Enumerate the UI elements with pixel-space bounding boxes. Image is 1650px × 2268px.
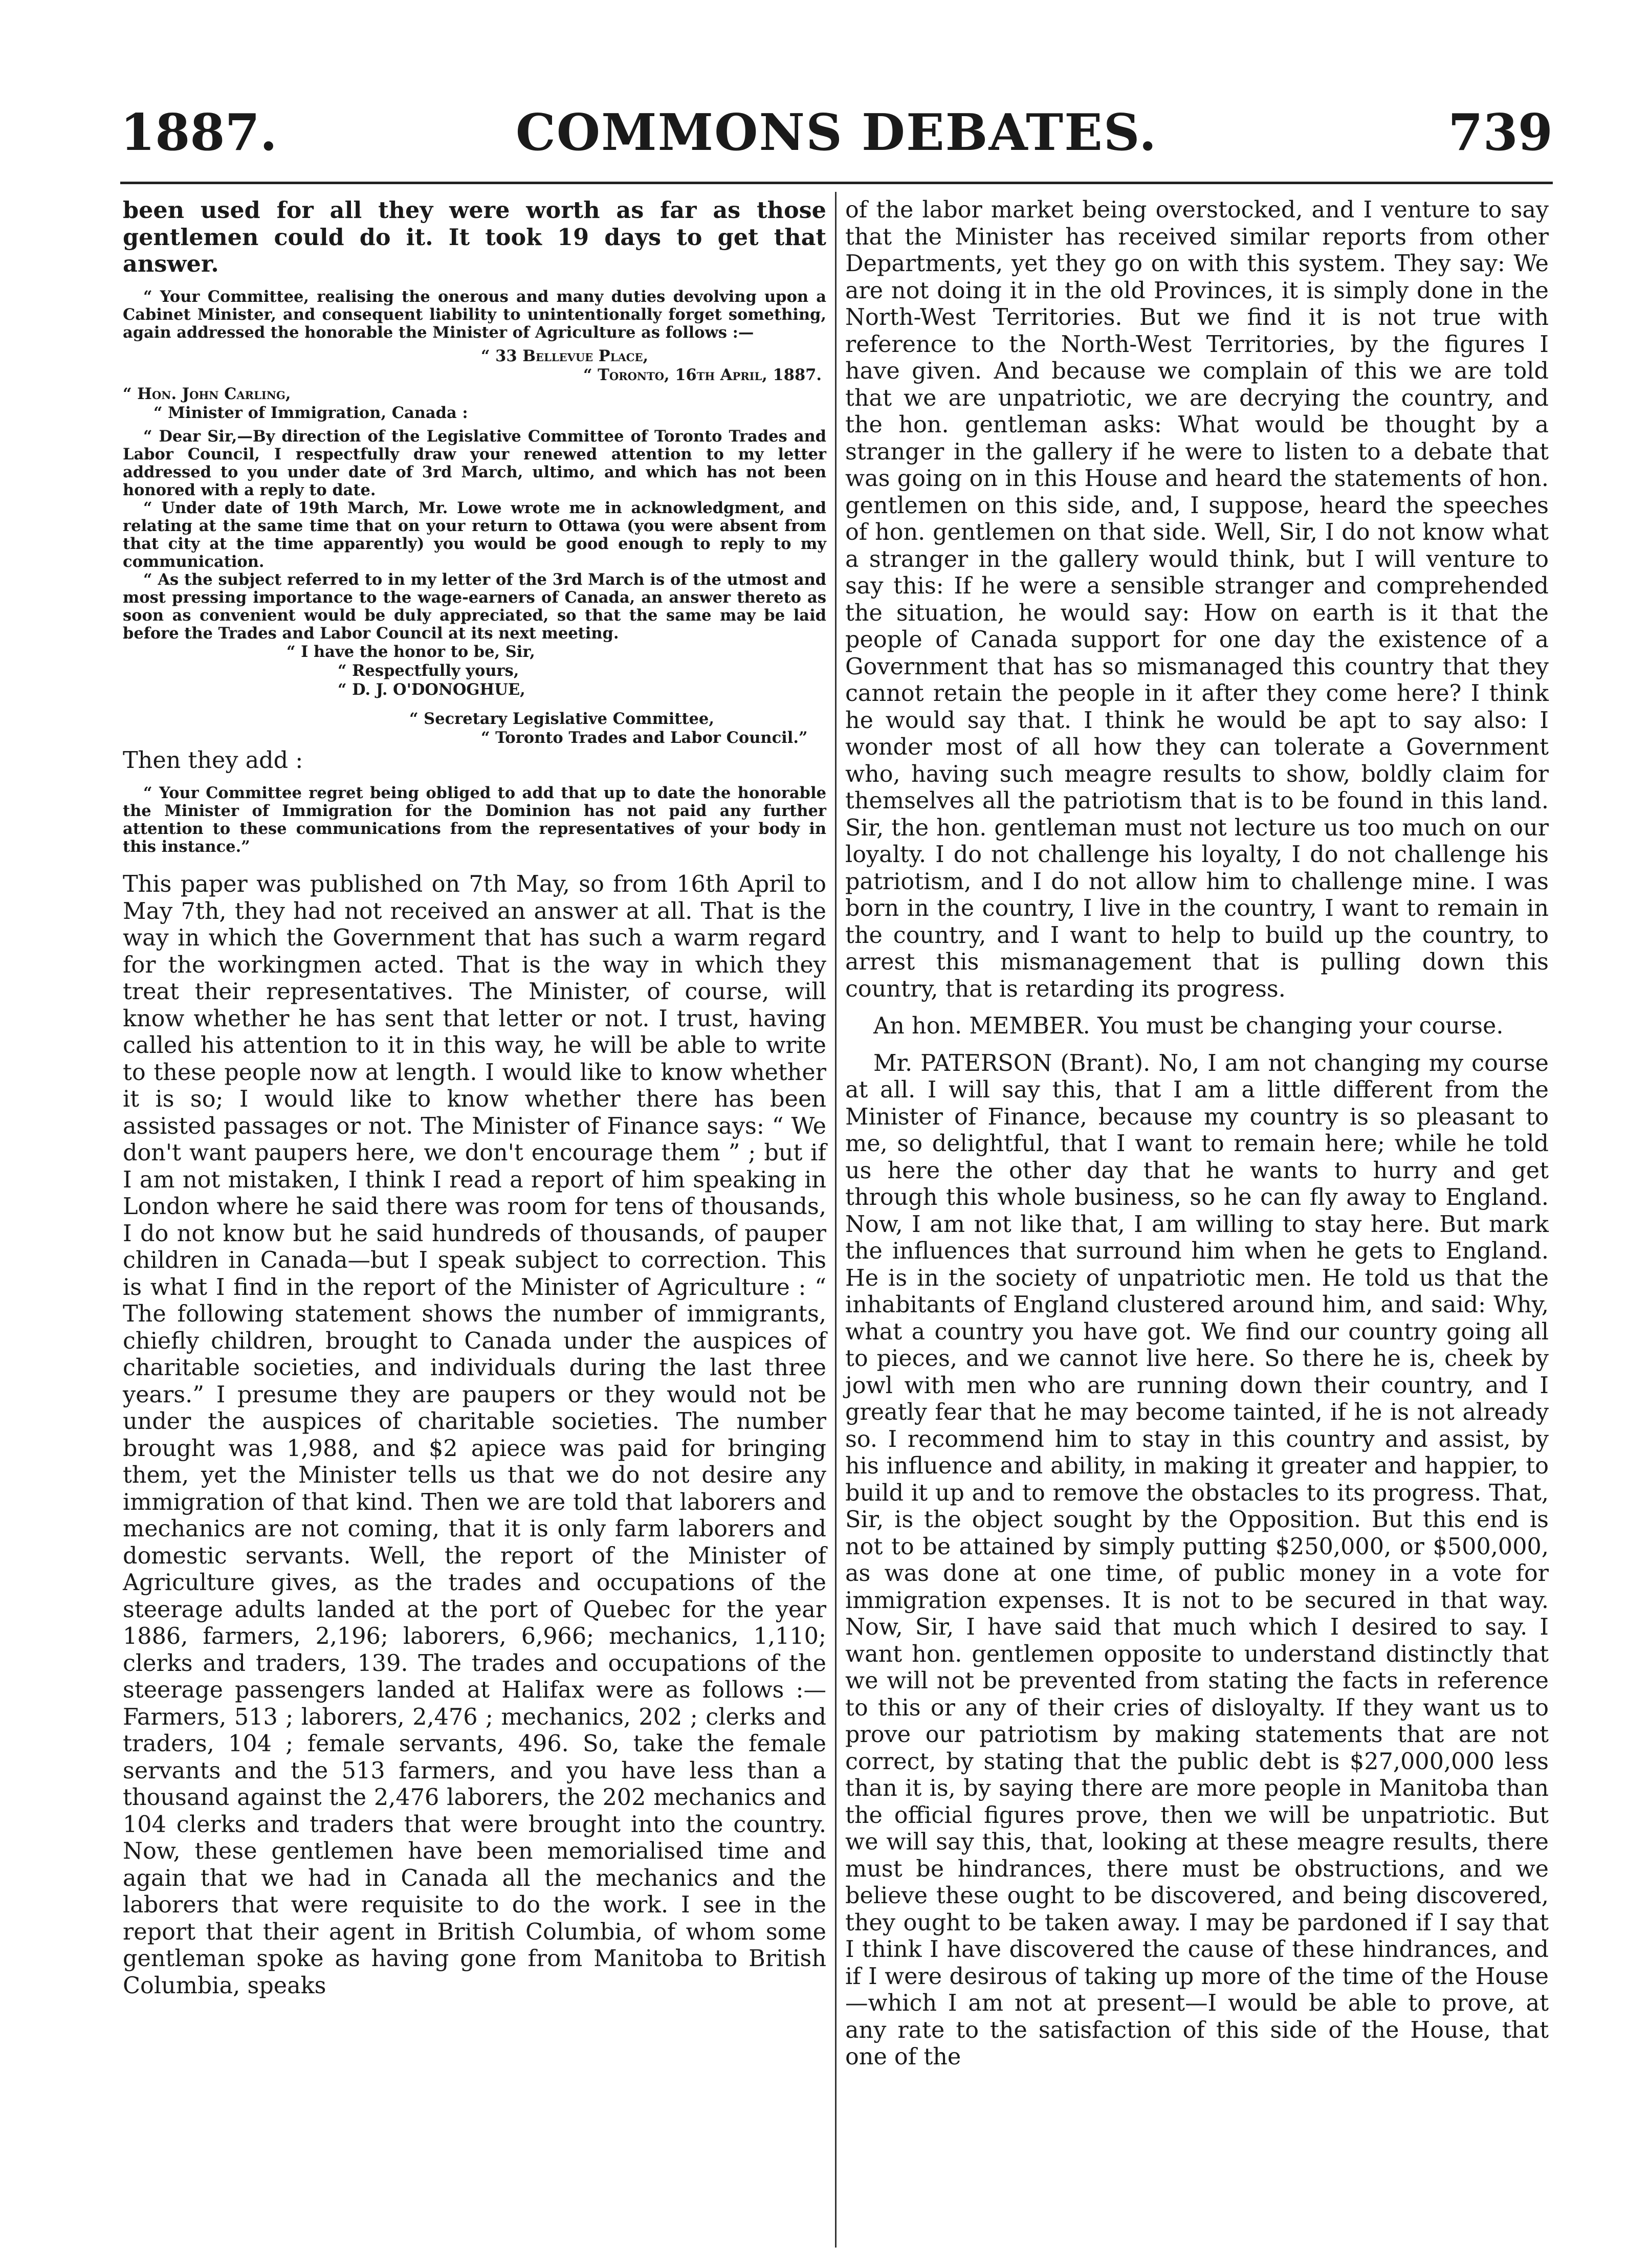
committee-regret-quote: “ Your Committee regret being obliged to add that up to date the honorable the Minister of Immigration for the Dominion has not paid any further attention to these communications from the representatives of your body in this instance.”: [123, 784, 826, 856]
letter-closing-2: “ Respectfully yours,: [338, 661, 519, 680]
header-title: COMMONS DEBATES.: [515, 103, 1158, 162]
letter-signature-title-2: “ Toronto Trades and Labor Council.”: [481, 728, 808, 747]
member-interjection: An hon. MEMBER. You must be changing your course.: [873, 1013, 1504, 1039]
committee-quote: “ Your Committee, realising the onerous and many duties devolving upon a Cabinet Minister, and consequent liability to unintentionally forget something, again addressed the honorable the Minister of Agriculture as follows :—: [123, 287, 826, 342]
letter-body-2: “ Under date of 19th March, Mr. Lowe wrote me in acknowledgment, and relating at the same time that on your return to Ottawa (you were absent from that city at the time apparently) you would be good enough to reply to my communication.: [123, 498, 826, 571]
then-they-add: Then they add :: [123, 747, 303, 774]
continued-paragraph: of the labor market being overstocked, and I venture to say that the Minister has received similar reports from other Departments, yet they go on with this system. They say: We are not doing it in the old Provinces, it is simply done in the North-West Territories. But we find it is not true with reference to the North-West Territories, by the figures I have given. And because we complain of this we are told that we are unpatriotic, we are decrying the country, and the hon. gentleman asks: What would be thought by a stranger in the gallery if he were to listen to a debate that was going on in this House and heard the statements of hon. gentlemen on this side, and, I suppose, heard the speeches of hon. gentlemen on that side. Well, Sir, I do not know what a stranger in the gallery would think, but I will venture to say this: If he were a sensible stranger and comprehended the situation, he would say: How on earth is it that the people of Canada support for one day the existence of a Government that has so mismanaged this country that they cannot retain the people in it after they come here? I think he would say that. I think he would be apt to say also: I wonder most of all how they can tolerate a Government who, having such meagre results to show, boldly claim for themselves all the patriotism that is to be found in this land. Sir, the hon. gentleman must not lecture us too much on our loyalty. I do not challenge his loyalty, I do not challenge his patriotism, and I do not allow him to challenge mine. I was born in the country, I live in the country, I want to remain in the country, and I want to help to build up the country, to arrest this mismanagement that is pulling down this country, that is retarding its progress.: [845, 197, 1549, 1002]
left-column: [123, 197, 826, 1999]
main-paragraph: This paper was published on 7th May, so from 16th April to May 7th, they had not received an answer at all. That is the way in which the Government that has such a warm regard for the workingmen acted. That is the way in which they treat their representatives. The Minister, of course, will know whether he has sent that letter or not. I trust, having called his attention to it in this way, he will be able to write to these people now at length. I would like to know whether it is so; I would like to know whether there has been assisted passages or not. The Minister of Finance says: “ We don't want paupers here, we don't encourage them ” ; but if I am not mistaken, I think I read a report of him speaking in London where he said there was room for tens of thousands, I do not know but he said hundreds of thousands, of pauper children in Canada—but I speak subject to correction. This is what I find in the report of the Minister of Agriculture : “ The following statement shows the number of immigrants, chiefly children, brought to Canada under the auspices of charitable societies, and individuals during the last three years.” I presume they are paupers or they would not be under the auspices of charitable societies. The number brought was 1,988, and $2 apiece was paid for bringing them, yet the Minister tells us that we do not desire any immigration of that kind. Then we are told that laborers and mechanics are not coming, that it is only farm laborers and domestic servants. Well, the report of the Minister of Agriculture gives, as the trades and occupations of the steerage adults landed at the port of Quebec for the year 1886, farmers, 2,196; laborers, 6,966; mechanics, 1,110; clerks and traders, 139. The trades and occupations of the steerage passengers landed at Halifax were as follows :—Farmers, 513 ; laborers, 2,476 ; mechanics, 202 ; clerks and traders, 104 ; female servants, 496. So, take the female servants and the 513 farmers, and you have less than a thousand against the 2,476 laborers, the 202 mechanics and 104 clerks and traders that were brought into the country. Now, these gentlemen have been memorialised time and again that we had in Canada all the mechanics and the laborers that were requisite to do the work. I see in the report that their agent in British Columbia, of whom some gentleman spoke as having gone from Manitoba to British Columbia, speaks: [123, 871, 826, 1999]
header-rule: [120, 182, 1553, 184]
letter-body-1: “ Dear Sir,—By direction of the Legislative Committee of Toronto Trades and Labor Council, I respectfully draw your renewed attention to my letter addressed to you under date of 3rd March, ultimo, and which has not been honored with a reply to date.: [123, 427, 826, 499]
letter-recipient-title: “ Minister of Immigration, Canada :: [153, 403, 468, 422]
letter-address-line-2: “ Toronto, 16th April, 1887.: [583, 365, 822, 384]
letter-signature-name: “ D. J. O'DONOGHUE,: [338, 680, 525, 699]
letter-closing-1: “ I have the honor to be, Sir,: [287, 642, 535, 661]
letter-body-3: “ As the subject referred to in my letter of the 3rd March is of the utmost and most pressing importance to the wage-earners of Canada, an answer thereto as soon as convenient would be duly appreciated, so that the same may be laid before the Trades and Labor Council at its next meeting.: [123, 570, 826, 643]
paterson-speech: Mr. PATERSON (Brant). No, I am not changing my course at all. I will say this, that I am a little different from the Minister of Finance, because my country is so pleasant to me, so delightful, that I want to remain here; while he told us here the other day that he wants to hurry and get through this whole business, so he can fly away to England. Now, I am not like that, I am willing to stay here. But mark the influences that surround him when he gets to England. He is in the society of unpatriotic men. He told us that the inhabitants of England clustered around him, and said: Why, what a country you have got. We find our country going all to pieces, and we cannot live here. So there he is, cheek by jowl with men who are running down their country, and I greatly fear that he may become tainted, if he is not already so. I recommend him to stay in this country and assist, by his influence and ability, in making it greater and happier, to build it up and to remove the obstacles to its progress. That, Sir, is the object sought by the Opposition. But this end is not to be attained by simply putting $250,000, or $500,000, as was done at one time, of public money in a vote for immigration expenses. It is not to be secured in that way. Now, Sir, I have said that much which I desired to say. I want hon. gentlemen opposite to understand distinctly that we will not be prevented from stating the facts in reference to this or any of their cries of disloyalty. If they want us to prove our patriotism by making statements that are not correct, by stating that the public debt is $27,000,000 less than it is, by saying there are more people in Manitoba than the official figures prove, then we will be unpatriotic. But we will say this, that, looking at these meagre results, there must be hindrances, there must be obstructions, and we believe these ought to be discovered, and being discovered, they ought to be taken away. I may be pardoned if I say that I think I have discovered the cause of these hindrances, and if I were desirous of taking up more of the time of the House—which I am not at present—I would be able to prove, at any rate to the satisfaction of this side of the House, that one of the: [845, 1050, 1549, 2070]
opening-paragraph: been used for all they were worth as far as those gentlemen could do it. It took 19 days to get that answer.: [123, 197, 826, 277]
right-column: [845, 197, 1549, 2071]
letter-recipient: “ Hon. John Carling,: [123, 384, 291, 403]
header-page-number: 739: [1448, 103, 1553, 162]
page-header: [120, 100, 1553, 177]
column-divider: [835, 192, 837, 2248]
letter-address-line-1: “ 33 Bellevue Place,: [481, 346, 649, 365]
letter-signature-title-1: “ Secretary Legislative Committee,: [409, 709, 714, 728]
header-year: 1887.: [120, 103, 277, 162]
